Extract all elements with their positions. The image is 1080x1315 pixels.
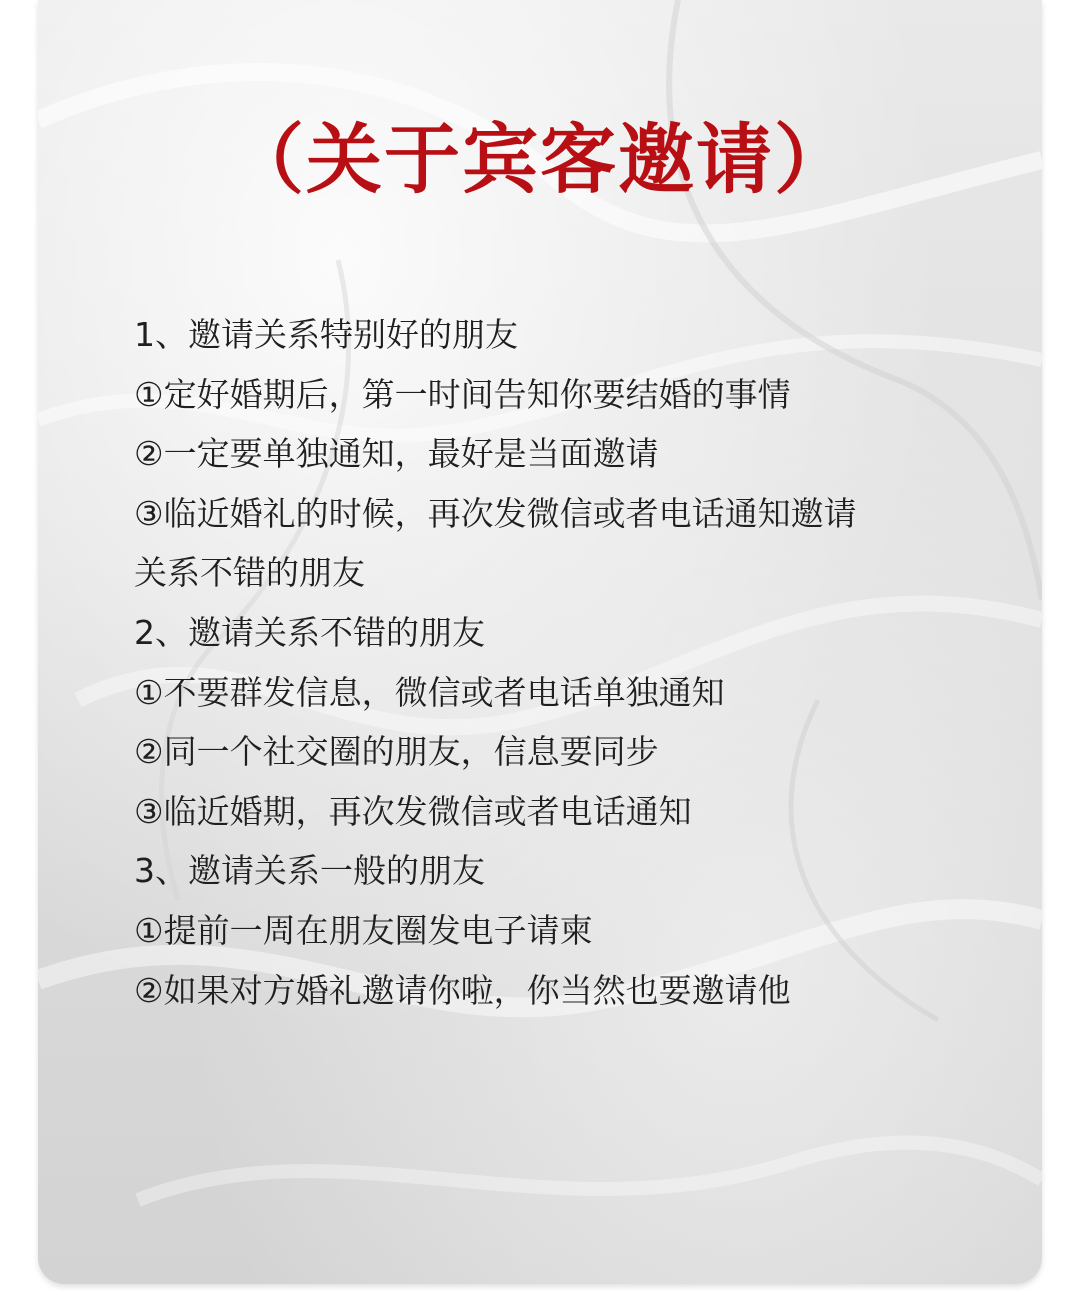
section-heading-2: 2、邀请关系不错的朋友 (134, 612, 485, 652)
list-item: ①定好婚期后，第一时间告知你要结婚的事情 (134, 374, 791, 414)
list-item: 关系不错的朋友 (134, 553, 365, 593)
list-item: ②同一个社交圈的朋友，信息要同步 (134, 732, 659, 772)
invitation-tips (134, 305, 1014, 1020)
content-card (38, 0, 1042, 1284)
list-item: ①提前一周在朋友圈发电子请柬 (134, 910, 593, 950)
list-item: ①不要群发信息，微信或者电话单独通知 (134, 672, 725, 712)
section-heading-3: 3、邀请关系一般的朋友 (134, 851, 485, 891)
list-item: ②一定要单独通知，最好是当面邀请 (134, 434, 659, 474)
page-title: （关于宾客邀请） (228, 115, 852, 204)
list-item: ③临近婚礼的时候，再次发微信或者电话通知邀请 (134, 493, 857, 533)
section-heading-1: 1、邀请关系特别好的朋友 (134, 315, 518, 354)
list-item: ③临近婚期，再次发微信或者电话通知 (134, 791, 692, 831)
list-item: ②如果对方婚礼邀请你啦，你当然也要邀请他 (134, 970, 791, 1010)
